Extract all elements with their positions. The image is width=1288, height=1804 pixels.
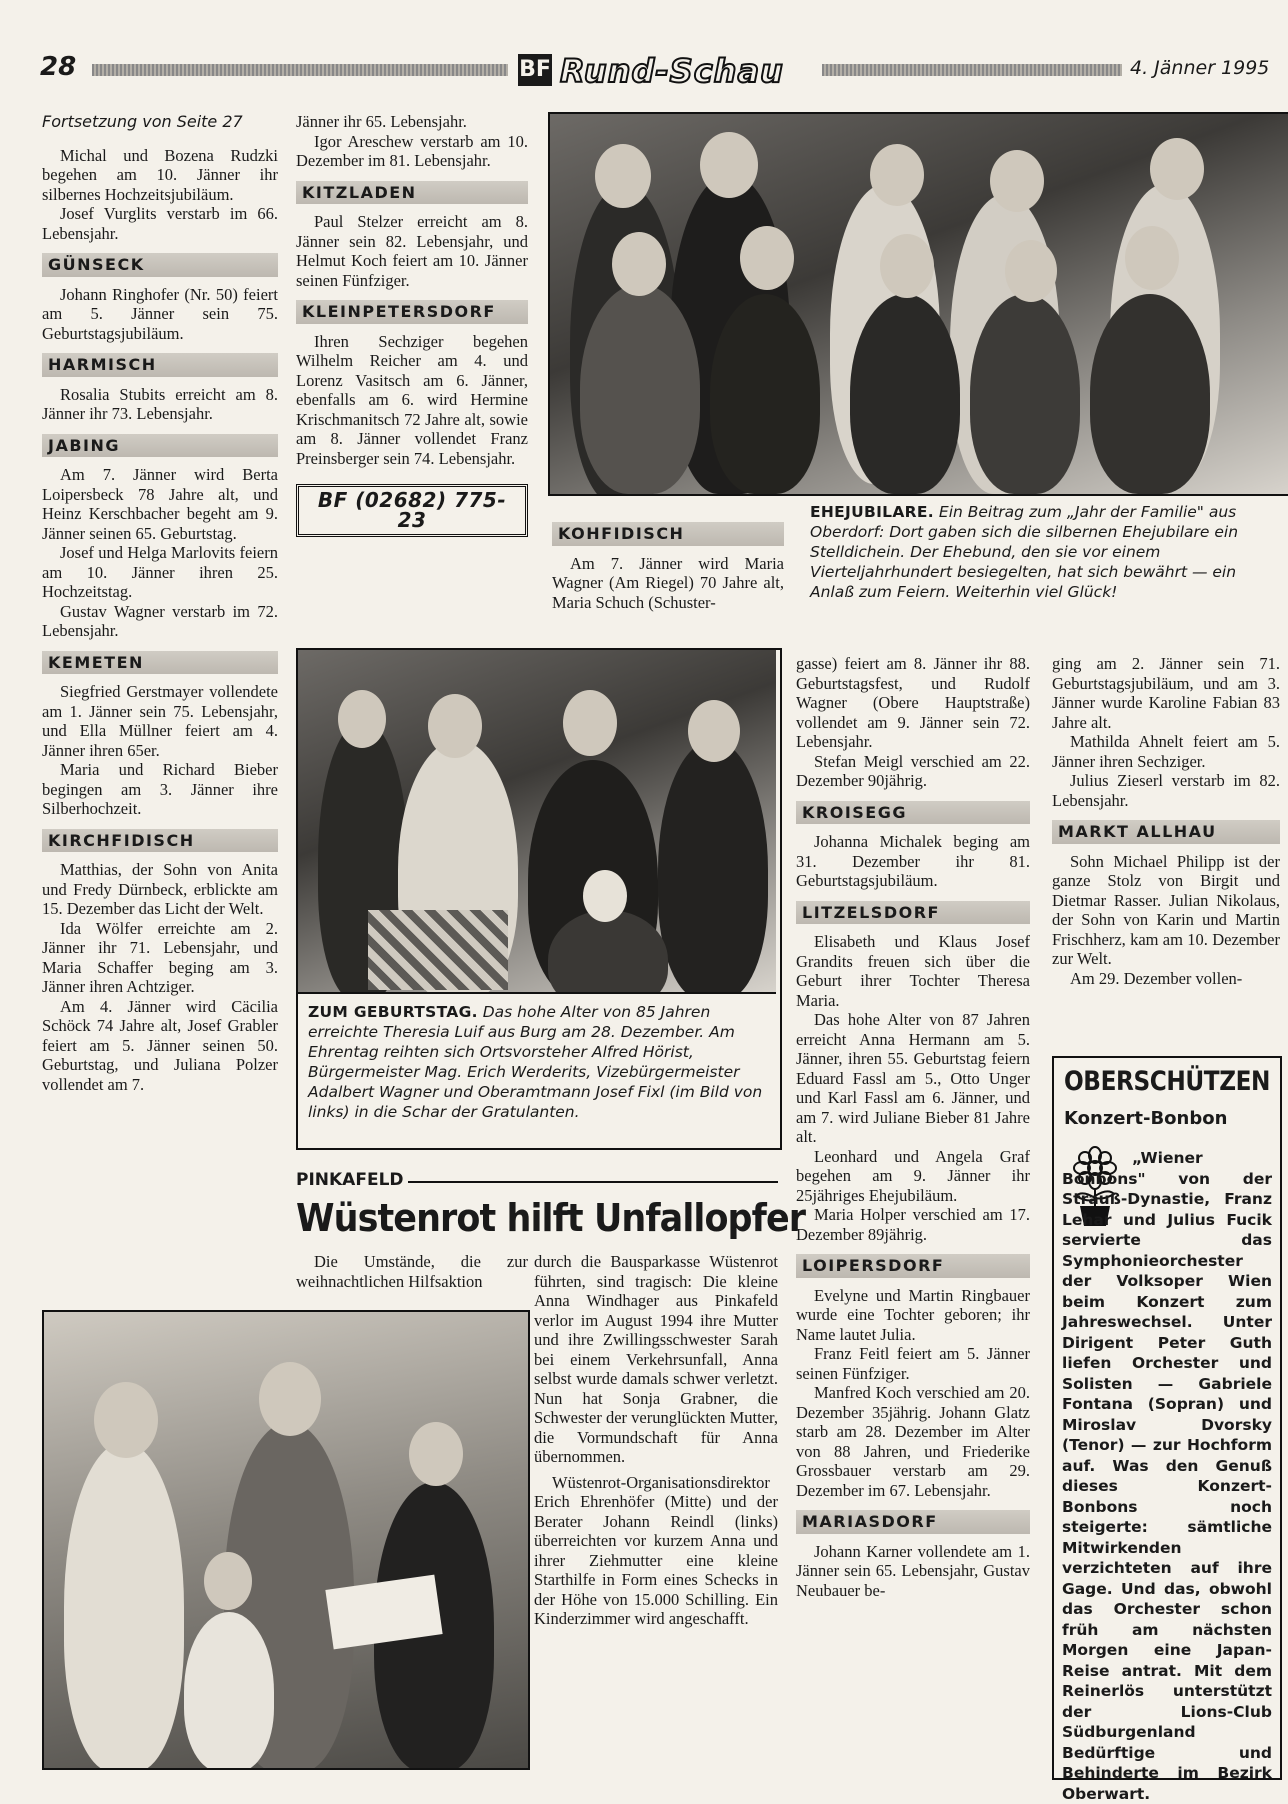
section-heading-harmisch: HARMISCH: [42, 353, 278, 377]
caption-text: Ein Beitrag zum „Jahr der Familie" aus Oberdorf: Dort gaben sich die silbernen Ehejubilare ein Stelldichein. Der Ehebund, den sie vor einem Vierteljahrhundert besiegelten, hat sich bewährt — ein Anlaß zum Feiern. Weiterhin viel Glück!: [810, 503, 1239, 601]
column-2: [296, 112, 528, 537]
article-headline: Wüstenrot hilft Unfallopfer: [296, 1196, 806, 1240]
caption-text: Das hohe Alter von 85 Jahren erreichte Theresia Luif aus Burg am 28. Dezember. Am Ehrentag reihten sich Ortsvorsteher Alfred Hörist, Bürgermeister Mag. Erich Werderits, Vizebürgermeister Adalbert Wagner und Oberamtmann Josef Fixl (im Bild von links) in die Schar der Gratulanten.: [308, 1003, 763, 1121]
article-kicker: [296, 1170, 778, 1192]
text-paragraph: Leonhard und Angela Graf begehen am 9. Jänner ihr 25jähriges Ehejubiläum.: [796, 1146, 1030, 1205]
text-paragraph: Am 4. Jänner wird Cäcilia Schöck 74 Jahre alt, Josef Grabler feiert am 5. Jänner seinen 50. Geburtstag, und Juliana Polzer vollendet am 7.: [42, 996, 278, 1094]
section-heading-mariasdorf: MARIASDORF: [796, 1510, 1030, 1534]
text-paragraph: Ida Wölfer erreichte am 2. Jänner ihr 71. Lebensjahr, und Maria Schaffer beging am 3. Jänner ihren Achtziger.: [42, 918, 278, 996]
section-heading-kohfidisch: KOHFIDISCH: [552, 522, 784, 546]
text-paragraph: Sohn Michael Philipp ist der ganze Stolz von Birgit und Dietmar Rasser. Julian Nikolaus, der Sohn von Karin und Martin Frischherz, kam am 10. Dezember zur Welt.: [1052, 851, 1280, 968]
kohfidisch-block: [552, 508, 784, 612]
text-paragraph: ging am 2. Jänner sein 71. Geburtstagsjubiläum, und am 3. Jänner wurde Karoline Fabian 83 Jahre alt.: [1052, 654, 1280, 732]
section-heading-kleinpetersdorf: KLEINPETERSDORF: [296, 300, 528, 324]
text-paragraph: Rosalia Stubits erreicht am 8. Jänner ihr 73. Lebensjahr.: [42, 384, 278, 423]
logo-bf-box: BF: [518, 54, 552, 86]
text-paragraph: gasse) feiert am 8. Jänner ihr 88. Geburtstagsfest, und Rudolf Wagner (Obere Hauptstraße) vollendet am 9. Jänner sein 72. Lebensjahr.: [796, 654, 1030, 751]
text-paragraph: Elisabeth und Klaus Josef Grandits freuen sich über die Geburt ihrer Tochter Theresa Maria.: [796, 932, 1030, 1010]
text-paragraph: durch die Bausparkasse Wüstenrot führten, sind tragisch: Die kleine Anna Windhager aus Pinkafeld verlor im August 1994 ihre Mutter und ihre Zwillingsschwester Sarah bei einem Verkehrsunfall, Anna selbst wurde damals schwer verletzt. Nun hat Sonja Grabner, die Schwester der verunglückten Mutter, die Vormundschaft für Anna übernommen.: [534, 1252, 779, 1466]
section-heading-loipersdorf: LOIPERSDORF: [796, 1254, 1030, 1278]
sidebar-oberschuetzen: [1052, 1056, 1282, 1803]
text-paragraph: Julius Zieserl verstarb im 82. Lebensjahr.: [1052, 771, 1280, 810]
section-heading-kirchfidisch: KIRCHFIDISCH: [42, 829, 278, 853]
section-heading-kroisegg: KROISEGG: [796, 801, 1030, 825]
photo-ehejubilare-caption: [810, 502, 1280, 602]
photo-geburtstag: [298, 650, 776, 994]
text-paragraph: Evelyne und Martin Ringbauer wurde eine Tochter geboren; ihr Name lautet Julia.: [796, 1285, 1030, 1344]
text-paragraph: Das hohe Alter von 87 Jahren erreicht Anna Hermann am 5. Jänner, ihren 55. Geburtstag feiern Eduard Fassl am 5., Otto Unger und Karl Fassl am 6. Jänner, und am 7. wird Juliane Bieber 81 Jahre alt.: [796, 1010, 1030, 1146]
section-heading-guenseck: GÜNSECK: [42, 253, 278, 277]
sidebar-title: OBERSCHÜTZEN: [1064, 1066, 1271, 1097]
text-paragraph: Maria und Richard Bieber begingen am 3. Jänner ihre Silberhochzeit.: [42, 760, 278, 818]
kicker-label: PINKAFELD: [296, 1170, 408, 1190]
text-paragraph: Ihren Sechziger begehen Wilhelm Reicher am 4. und Lorenz Vasitsch am 6. Jänner, ebenfalls am 6. wird Hermine Krischmanitsch 72 Jahre alt, sowie am 8. Jänner vollendet Franz Preinsberger sein 74. Lebensjahr.: [296, 331, 528, 468]
text-paragraph: Maria Holper verschied am 17. Dezember 89jährig.: [796, 1205, 1030, 1244]
section-heading-jabing: JABING: [42, 434, 278, 458]
column-5: [1052, 654, 1280, 988]
text-paragraph: Paul Stelzer erreicht am 8. Jänner sein 82. Lebensjahr, und Helmut Koch feiert am 10. Jänner seinen Fünfziger.: [296, 212, 528, 290]
text-paragraph: Josef Vurglits verstarb im 66. Lebensjahr.: [42, 204, 278, 243]
section-heading-kemeten: KEMETEN: [42, 651, 278, 675]
text-paragraph: Siegfried Gerstmayer vollendete am 1. Jänner sein 75. Lebensjahr, und Ella Müllner feiert am 4. Jänner ihren 65er.: [42, 682, 278, 760]
text-paragraph: Josef und Helga Marlovits feiern am 10. Jänner ihren 25. Hochzeitstag.: [42, 543, 278, 601]
article-col-a: [296, 1252, 528, 1291]
text-paragraph: Michal und Bozena Rudzki begehen am 10. Jänner ihr silbernes Hochzeitsjubiläum.: [42, 145, 278, 204]
text-paragraph: Franz Feitl feiert am 5. Jänner seinen Fünfziger.: [796, 1344, 1030, 1383]
sidebar-text: „Wiener Bonbons" von der Strauß-Dynastie, Franz Lehar und Julius Fucik servierte das Symphonieorchester der Volksoper Wien beim Konzert zum Jahreswechsel. Unter Dirigent Peter Guth liefen Orchester und Solisten — Gabriele Fontana (Sopran) und Miroslav Dvorsky (Tenor) — zur Hochform auf. Was den Genuß dieses Konzert-Bonbons noch steigerte: sämtliche Mitwirkenden verzichteten auf ihre Gage. Und das, obwohl das Orchester schon früh am nächsten Morgen eine Japan-Reise antrat. Mit dem Reinerlös unterstützt der Lions-Club Südburgenland Bedürftige und Behinderte im Bezirk Oberwart.: [1062, 1149, 1272, 1803]
continued-note: Fortsetzung von Seite 27: [42, 112, 243, 131]
masthead-rule-right: [822, 64, 1122, 76]
page-number: 28: [40, 52, 77, 82]
column-4: [796, 654, 1030, 1600]
photo-ehejubilare: [548, 112, 1288, 496]
photo-geburtstag-frame: [296, 648, 782, 1150]
text-paragraph: Wüstenrot-Organisationsdirektor Erich Ehrenhöfer (Mitte) und der Berater Johann Reindl (links) überreichten vor kurzem Anna und ihrer Ziehmutter eine kleine Starthilfe in Form eines Schecks in der Höhe von 15.000 Schilling. Ein Kinderzimmer wird angeschafft.: [534, 1472, 778, 1628]
text-paragraph: Jänner ihr 65. Lebensjahr.: [296, 112, 467, 131]
text-paragraph: Am 7. Jänner wird Berta Loipersbeck 78 Jahre alt, und Heinz Kerschbacher begeht am 9. Jänner seinen 65. Geburtstag.: [42, 465, 278, 543]
section-heading-markt-allhau: MARKT ALLHAU: [1052, 820, 1280, 844]
issue-date: 4. Jänner 1995: [1130, 57, 1270, 79]
text-paragraph: Igor Areschew verstarb am 10. Dezember im 81. Lebensjahr.: [296, 131, 528, 170]
photo-geburtstag-caption: [308, 1002, 768, 1122]
sidebar-subtitle: Konzert-Bonbon: [1064, 1108, 1228, 1129]
article-col-b: [534, 1252, 778, 1629]
text-paragraph: Stefan Meigl verschied am 22. Dezember 90jährig.: [796, 751, 1030, 790]
text-paragraph: Johann Ringhofer (Nr. 50) feiert am 5. Jänner sein 75. Geburtstagsjubiläum.: [42, 284, 278, 343]
phone-box: BF (02682) 775-23: [296, 484, 528, 537]
text-paragraph: Manfred Koch verschied am 20. Dezember 35jährig. Johann Glatz starb am 28. Dezember im Alter von 88 Jahren, und Friederike Grossbauer verstarb am 29. Dezember im 67. Lebensjahr.: [796, 1383, 1030, 1500]
column-1: [42, 112, 278, 1094]
section-heading-kitzladen: KITZLADEN: [296, 181, 528, 205]
logo-title: Rund-Schau: [560, 52, 784, 90]
text-paragraph: Am 29. Dezember vollen-: [1070, 968, 1243, 988]
masthead-logo: [518, 52, 818, 92]
masthead-rule-left: [92, 64, 508, 76]
caption-lead: ZUM GEBURTSTAG.: [308, 1003, 478, 1021]
text-paragraph: Am 7. Jänner wird Maria Wagner (Am Riegel) 70 Jahre alt, Maria Schuch (Schuster-: [552, 553, 784, 612]
caption-lead: EHEJUBILARE.: [810, 503, 934, 521]
photo-wuestenrot: [42, 1310, 530, 1770]
section-heading-litzelsdorf: LITZELSDORF: [796, 901, 1030, 925]
text-paragraph: Matthias, der Sohn von Anita und Fredy Dürnbeck, erblickte am 15. Dezember das Licht der Welt.: [42, 860, 278, 918]
text-paragraph: Gustav Wagner verstarb im 72. Lebensjahr.: [42, 601, 278, 640]
text-paragraph: Mathilda Ahnelt feiert am 5. Jänner ihren Sechziger.: [1052, 732, 1280, 771]
text-paragraph: Johann Karner vollendete am 1. Jänner sein 65. Lebensjahr, Gustav Neubauer be-: [796, 1541, 1030, 1600]
text-paragraph: Die Umstände, die zur weihnachtlichen Hilfsaktion: [296, 1252, 528, 1291]
text-paragraph: Johanna Michalek beging am 31. Dezember ihr 81. Geburtstagsjubiläum.: [796, 832, 1030, 890]
